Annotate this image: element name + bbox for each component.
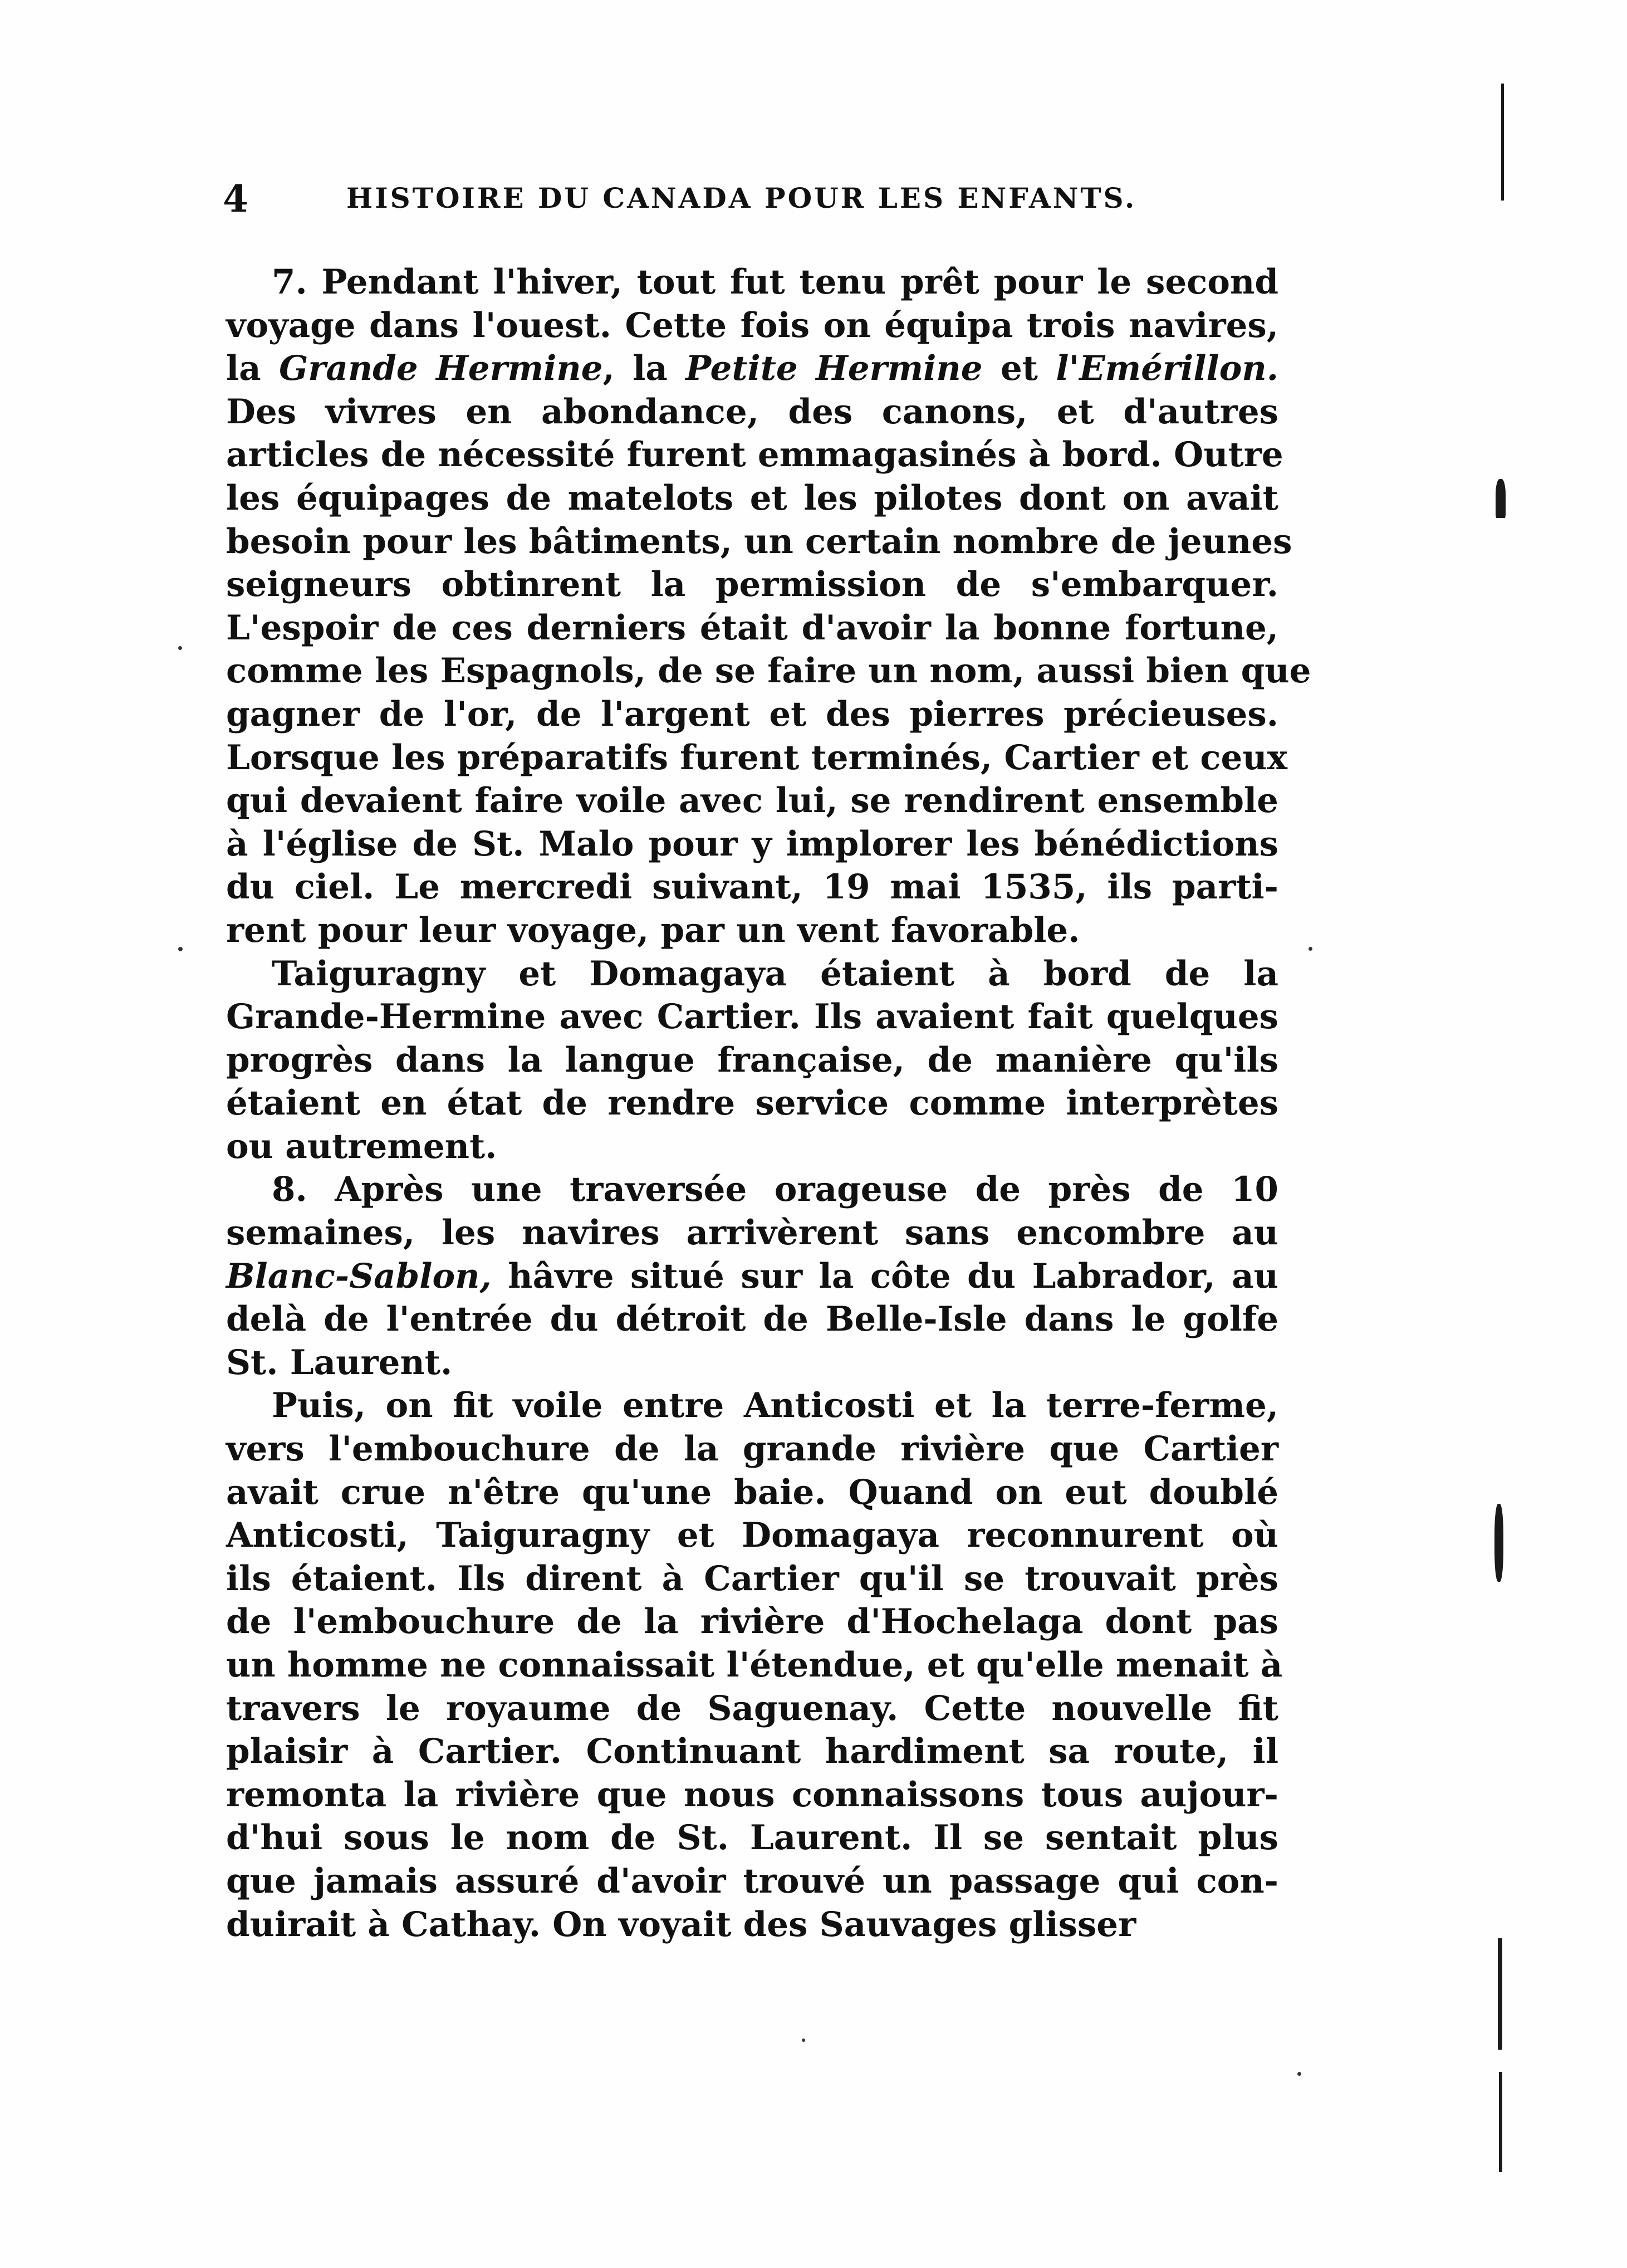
text-line: d'hui sous le nom de St. Laurent. Il se sentait plus xyxy=(226,1818,1278,1858)
text-line: que jamais assuré d'avoir trouvé un passage qui con- xyxy=(226,1861,1278,1901)
text-line: Anticosti, Taiguragny et Domagaya reconnurent où xyxy=(226,1516,1278,1556)
text-line: avait crue n'être qu'une baie. Quand on eut doublé xyxy=(226,1472,1278,1512)
text-line: les équipages de matelots et les pilotes dont on avait xyxy=(226,478,1278,518)
text-line: étaient en état de rendre service comme interprètes xyxy=(226,1083,1278,1123)
text-line: ils étaient. Ils dirent à Cartier qu'il se trouvait près xyxy=(226,1558,1278,1599)
scan-speck xyxy=(802,2039,805,2042)
text-line: seigneurs obtinrent la permission de s'embarquer. xyxy=(226,565,1278,605)
text-line: articles de nécessité furent emmagasinés à bord. Outre xyxy=(226,435,1283,475)
text-line: vers l'embouchure de la grande rivière que Cartier xyxy=(226,1429,1278,1469)
text-line: besoin pour les bâtiments, un certain nombre de jeunes xyxy=(226,521,1292,561)
text-line: qui devaient faire voile avec lui, se rendirent ensemble xyxy=(226,781,1278,821)
text-line: plaisir à Cartier. Continuant hardiment sa route, il xyxy=(226,1732,1278,1772)
running-head xyxy=(223,177,1197,222)
scan-speck xyxy=(178,947,183,951)
body-text xyxy=(226,261,1311,1946)
text-line: delà de l'entrée du détroit de Belle-Isle dans le golfe xyxy=(226,1299,1278,1340)
text-line: 8. Après une traversée orageuse de près de 10 xyxy=(272,1170,1278,1210)
binding-mark xyxy=(1499,2072,1502,2172)
text-line: la Grande Hermine, la Petite Hermine et l'Emérillon. xyxy=(226,349,1278,389)
page-number: 4 xyxy=(223,177,251,221)
text-line: St. Laurent. xyxy=(226,1342,453,1382)
text-line: Puis, on fit voile entre Anticosti et la terre-ferme, xyxy=(272,1386,1278,1426)
text-line: rent pour leur voyage, par un vent favorable. xyxy=(226,910,1080,950)
text-line: comme les Espagnols, de se faire un nom, aussi bien que xyxy=(226,651,1311,691)
text-line: de l'embouchure de la rivière d'Hochelaga dont pas xyxy=(226,1602,1278,1642)
text-line: progrès dans la langue française, de manière qu'ils xyxy=(226,1040,1278,1080)
text-line: duirait à Cathay. On voyait des Sauvages glisser xyxy=(226,1904,1136,1944)
text-line: du ciel. Le mercredi suivant, 19 mai 1535, ils parti- xyxy=(226,867,1278,907)
text-line: Des vivres en abondance, des canons, et d'autres xyxy=(226,392,1278,432)
text-line: voyage dans l'ouest. Cette fois on équipa trois navires, xyxy=(226,305,1278,345)
text-line: remonta la rivière que nous connaissons tous aujour- xyxy=(226,1775,1278,1815)
scan-speck xyxy=(178,646,182,650)
running-title: HISTOIRE DU CANADA POUR LES ENFANTS. xyxy=(346,182,1137,214)
binding-mark xyxy=(1498,1938,1502,2050)
binding-mark xyxy=(1496,479,1506,518)
text-line: un homme ne connaissait l'étendue, et qu'elle menait à xyxy=(226,1645,1283,1685)
scan-speck xyxy=(1297,2072,1301,2076)
text-line: L'espoir de ces derniers était d'avoir la bonne fortune, xyxy=(226,608,1278,648)
text-line: gagner de l'or, de l'argent et des pierres précieuses. xyxy=(226,694,1278,734)
scan-speck xyxy=(1309,947,1312,951)
text-line: semaines, les navires arrivèrent sans encombre au xyxy=(226,1213,1278,1253)
binding-mark xyxy=(1501,84,1504,201)
text-line: Grande-Hermine avec Cartier. Ils avaient fait quelques xyxy=(226,997,1278,1037)
text-line: Taiguragny et Domagaya étaient à bord de la xyxy=(272,954,1278,994)
text-line: Blanc-Sablon, hâvre situé sur la côte du Labrador, au xyxy=(226,1256,1278,1296)
binding-mark xyxy=(1494,1504,1503,1582)
text-line: à l'église de St. Malo pour y implorer les bénédictions xyxy=(226,824,1278,864)
text-line: Lorsque les préparatifs furent terminés, Cartier et ceux xyxy=(226,737,1288,778)
text-line: ou autrement. xyxy=(226,1126,497,1166)
text-line: 7. Pendant l'hiver, tout fut tenu prêt pour le second xyxy=(272,262,1278,302)
text-line: travers le royaume de Saguenay. Cette nouvelle fit xyxy=(226,1688,1278,1728)
